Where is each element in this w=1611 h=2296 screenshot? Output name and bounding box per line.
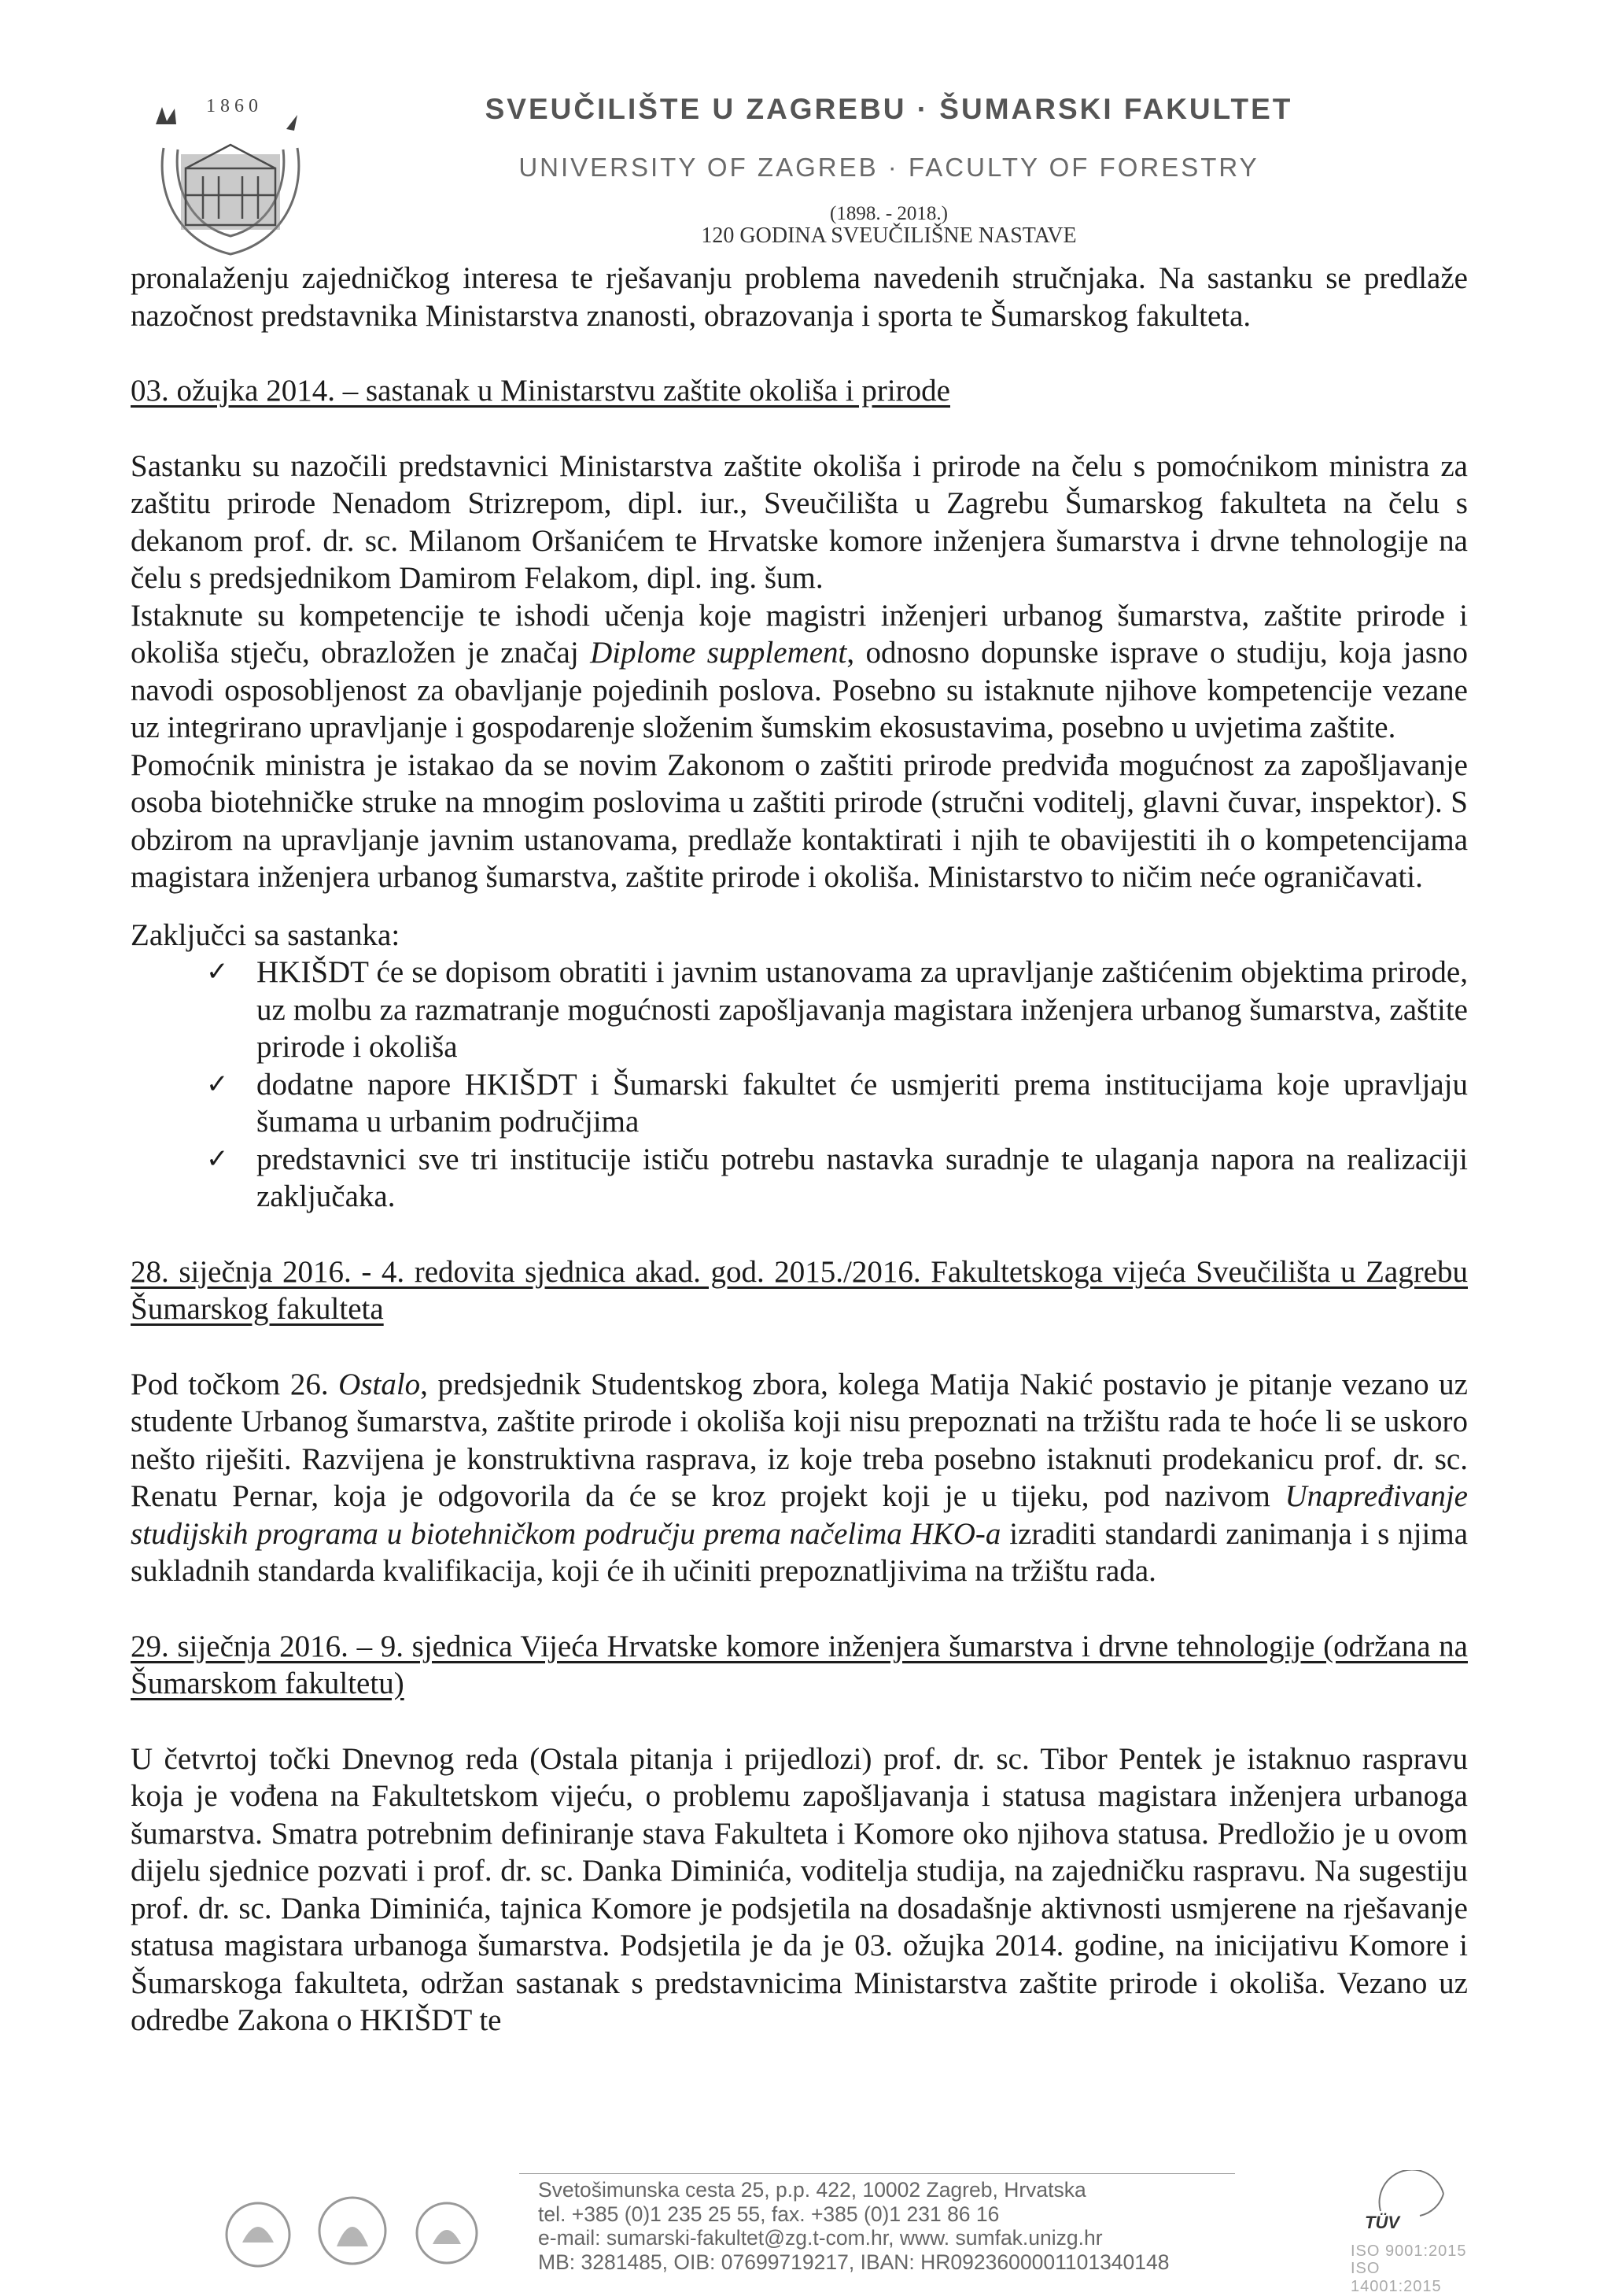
university-faculty-title-en: UNIVERSITY OF ZAGREB · FACULTY OF FORESTRY xyxy=(518,153,1259,182)
text-span: , predsjednik Studentskog zbora, kolega Matija Nakić postavio je pitanje vezano uz studente Urbanog šumarstva, zaštite prirode i okoliša koji nisu prepoznati na tržištu rada te hoće li se uskoro nešto riješiti. Razvijena je konstruktivna rasprava, iz koje treba posebno istaknuti prodekanicu prof. dr. sc. Renatu Pernar, koja je odgovorila da će se kroz projekt koji je u tijeku, pod nazivom xyxy=(131,1367,1468,1513)
conclusions-label: Zaključci sa sastanka: xyxy=(131,917,400,952)
certification-brand: TÜV xyxy=(1365,2213,1399,2232)
university-faculty-title-hr: SVEUČILIŠTE U ZAGREBU · ŠUMARSKI FAKULTET xyxy=(485,93,1293,125)
section-heading-2014-meeting: 03. ožujka 2014. – sastanak u Ministarstvu zaštite okoliša i prirode xyxy=(131,374,950,408)
conclusion-item: ✓ HKIŠDT će se dopisom obratiti i javnim ustanovama za upravljanje zaštićenim objektima prirode, uz molbu za razmatranje mogućnosti zapošljavanja magistara inženjera urbanog šumarstva, zaštite prirode i okoliša xyxy=(212,954,1468,1066)
iso-9001-label: ISO 9001:2015 xyxy=(1351,2242,1467,2260)
iso-14001-label: ISO 14001:2015 xyxy=(1351,2260,1442,2295)
footer-ids: MB: 3281485, OIB: 07699719217, IBAN: HR0923600001101340148 xyxy=(538,2250,1170,2274)
footer-emblems xyxy=(211,2187,502,2274)
text-span: Istaknute su kompetencije te ishodi učenja koje magistri inženjeri urbanog šumarstva, zaštite prirode i okoliša stječu, obrazložen je značaj xyxy=(131,598,1468,670)
section-heading-2016-chamber-council: 29. siječnja 2016. – 9. sjednica Vijeća Hrvatske komore inženjera šumarstva i drvne tehnologije (održana na Šumarskom fakultetu) xyxy=(131,1629,1468,1700)
document-body xyxy=(131,260,1468,2039)
agenda-item-title: Ostalo xyxy=(338,1367,421,1401)
conclusion-item: ✓ predstavnici sve tri institucije ističu potrebu nastavka suradnje te ulaganja napora na realizaciji zaključaka. xyxy=(212,1141,1468,1216)
conclusion-item: ✓ dodatne napore HKIŠDT i Šumarski fakultet će usmjeriti prema institucijama koje upravljaju šumama u urbanim područjima xyxy=(212,1066,1468,1141)
faculty-council-paragraph xyxy=(131,1366,1468,1590)
chamber-council-paragraph: U četvrtoj točki Dnevnog reda (Ostala pitanja i prijedlozi) prof. dr. sc. Tibor Pentek je istaknuo raspravu koja je vođena na Fakultetskom vijeću, o problemu zapošljavanja i statusa magistara inženjera urbanoga šumarstva. Smatra potrebnim definiranje stava Fakulteta i Komore oko njihova statusa. Predložio je u ovom dijelu sjednice pozvati i prof. dr. sc. Danka Diminića, voditelja studija, na zajedničku raspravu. Na sugestiju prof. dr. sc. Danka Diminića, tajnica Komore je podsjetila na dosadašnje aktivnosti usmjerene na rješavanje statusa magistara urbanoga šumarstva. Podsjetila je da je 03. ožujka 2014. godine, na inicijativu Komore i Šumarskoga fakulteta, održan sastanak s predstavnicima Ministarstva zaštite prirode i okoliša. Vezano uz odredbe Zakona o HKIŠDT te xyxy=(131,1741,1468,2037)
project-title: Unapređivanje studijskih programa u biotehničkom području prema načelima HKO-a xyxy=(131,1479,1468,1551)
assistant-minister-paragraph: Pomoćnik ministra je istakao da se novim Zakonom o zaštiti prirode predviđa mogućnost za zapošljavanje osoba biotehničke struke na mnogim poslovima u zaštiti prirode (stručni voditelj, glavni čuvar, inspektor). S obzirom na upravljanje javnim ustanovama, predlaže kontaktirati i njih te obavijestiti ih o kompetencijama magistara inženjera urbanog šumarstva, zaštite prirode i okoliša. Ministarstvo to ničim neće ograničavati. xyxy=(131,747,1468,894)
section-heading-2016-faculty-council: 28. siječnja 2016. - 4. redovita sjednica akad. god. 2015./2016. Fakultetskoga vijeća Sveučilišta u Zagrebu Šumarskog fakulteta xyxy=(131,1254,1468,1326)
text-span: Pod točkom 26. xyxy=(131,1367,339,1401)
certification-mark xyxy=(1333,2170,1475,2295)
competencies-paragraph xyxy=(131,597,1468,747)
intro-paragraph: pronalaženju zajedničkog interesa te rješavanju problema navedenih stručnjaka. Na sastanku se predlaže nazočnost predstavnika Ministarstva znanosti, obrazovanja i sporta te Šumarskog fakulteta. xyxy=(131,261,1468,333)
footer-web: e-mail: sumarski-fakultet@zg.t-com.hr, www. sumfak.unizg.hr xyxy=(538,2226,1103,2250)
conclusions-list xyxy=(131,954,1468,1216)
certification-arc-icon xyxy=(1365,2170,1459,2217)
text-span: , odnosno dopunske isprave o studiju, koja jasno navodi osposobljenost za obavljanje pojedinih poslova. Posebno su istaknute njihove kompetencije vezane uz integrirano upravljanje i gospodarenje složenim šumskim ekosustavima, posebno u uvjetima zaštite. xyxy=(131,636,1468,744)
footer-contact xyxy=(538,2178,1309,2274)
footer-phone: tel. +385 (0)1 235 25 55, fax. +385 (0)1 231 86 16 xyxy=(538,2202,1000,2226)
footer-address: Svetošimunska cesta 25, p.p. 422, 10002 Zagreb, Hrvatska xyxy=(538,2178,1086,2202)
meeting-attendees-paragraph: Sastanku su nazočili predstavnici Ministarstva zaštite okoliša i prirode na čelu s pomoćnikom ministra za zaštitu prirode Nenadom Strizrepom, dipl. iur., Sveučilišta u Zagrebu Šumarskog fakulteta na čelu s dekanom prof. dr. sc. Milanom Oršanićem te Hrvatske komore inženjera šumarstva i drvne tehnologije na čelu s predsjednikom Damirom Felakom, dipl. ing. šum. xyxy=(131,448,1468,595)
crest-year: 1860 xyxy=(206,96,263,116)
diploma-supplement-term: Diplome supplement xyxy=(590,636,847,670)
anniversary-years: (1898. - 2018.) xyxy=(830,203,948,224)
text-span: izraditi standardi zanimanja i s njima sukladnih standarda kvalifikacija, koji će ih učiniti prepoznatljivima na tržištu rada. xyxy=(131,1516,1469,1588)
anniversary-caption: 120 GODINA SVEUČILIŠNE NASTAVE xyxy=(701,223,1077,248)
footer-divider xyxy=(519,2173,1235,2174)
